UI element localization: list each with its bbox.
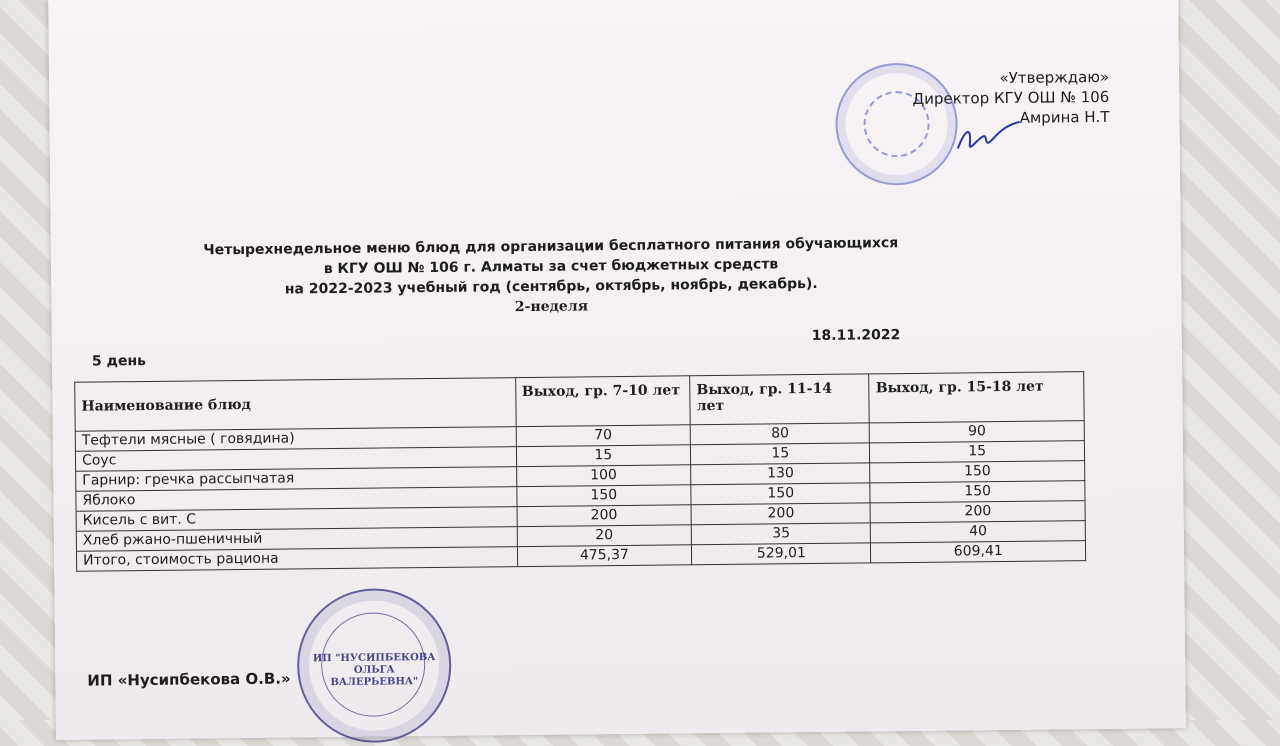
- seal-line-1: ИП "НУСИПБЕКОВА: [312, 651, 436, 665]
- portion-7-10: 70: [516, 425, 691, 447]
- portion-7-10: 150: [516, 485, 691, 507]
- day-label: 5 день: [91, 352, 147, 370]
- total-15-18: 609,41: [871, 541, 1086, 563]
- document-title: [201, 233, 902, 320]
- total-7-10: 475,37: [517, 545, 692, 567]
- document-sheet: [48, 0, 1186, 740]
- portion-11-14: 35: [691, 523, 870, 545]
- menu-table: [74, 371, 1086, 572]
- total-11-14: 529,01: [692, 543, 871, 565]
- portion-7-10: 20: [517, 525, 692, 547]
- dish-name: Соус: [75, 447, 516, 472]
- seal-text: [311, 652, 437, 689]
- portion-15-18: 15: [870, 441, 1085, 463]
- dish-name: Тефтели мясные ( говядина): [75, 427, 516, 452]
- header-portion-15-18: Выход, гр. 15-18 лет: [869, 372, 1084, 423]
- menu-date: 18.11.2022: [811, 327, 901, 345]
- portion-15-18: 40: [871, 521, 1086, 543]
- portion-15-18: 200: [871, 501, 1086, 523]
- header-dish-name: Наименование блюд: [75, 378, 516, 432]
- supplier-seal-icon: [296, 588, 452, 744]
- portion-11-14: 15: [691, 443, 870, 465]
- approval-position: Директор КГУ ОШ № 106: [912, 87, 1110, 108]
- title-line-2: в КГУ ОШ № 106 г. Алматы за счет бюджетных средств: [323, 256, 779, 278]
- portion-15-18: 90: [870, 421, 1085, 443]
- dish-name: Хлеб ржано-пшеничный: [76, 527, 517, 552]
- title-line-1: Четырехнедельное меню блюд для организации бесплатного питания обучающихся: [203, 235, 899, 259]
- title-line-3: на 2022-2023 учебный год (сентябрь, октябрь, ноябрь, декабрь).: [284, 275, 818, 298]
- approval-heading: «Утверждаю»: [999, 67, 1110, 88]
- header-portion-7-10: Выход, гр. 7-10 лет: [515, 376, 690, 427]
- portion-15-18: 150: [870, 481, 1085, 503]
- dish-name: Гарнир: гречка рассыпчатая: [76, 467, 517, 492]
- header-portion-11-14: Выход, гр. 11-14 лет: [690, 374, 870, 425]
- seal-line-2: ОЛЬГА ВАЛЕРЬЕВНА": [330, 664, 419, 689]
- portion-11-14: 130: [691, 463, 870, 485]
- supplier-name: ИП «Нусипбекова О.В.»: [87, 669, 291, 690]
- portion-11-14: 80: [690, 423, 869, 445]
- total-label: Итого, стоимость рациона: [76, 547, 517, 572]
- dish-name: Яблоко: [76, 487, 517, 512]
- portion-15-18: 150: [870, 461, 1085, 483]
- signature-icon: [954, 118, 1024, 159]
- portion-7-10: 15: [516, 445, 691, 467]
- approval-person: Амрина Н.Т: [1019, 107, 1110, 127]
- portion-7-10: 100: [516, 465, 691, 487]
- week-label: 2-неделя: [514, 298, 589, 316]
- portion-7-10: 200: [517, 505, 692, 527]
- dish-name: Кисель с вит. С: [76, 507, 517, 532]
- portion-11-14: 200: [691, 503, 870, 525]
- portion-11-14: 150: [691, 483, 870, 505]
